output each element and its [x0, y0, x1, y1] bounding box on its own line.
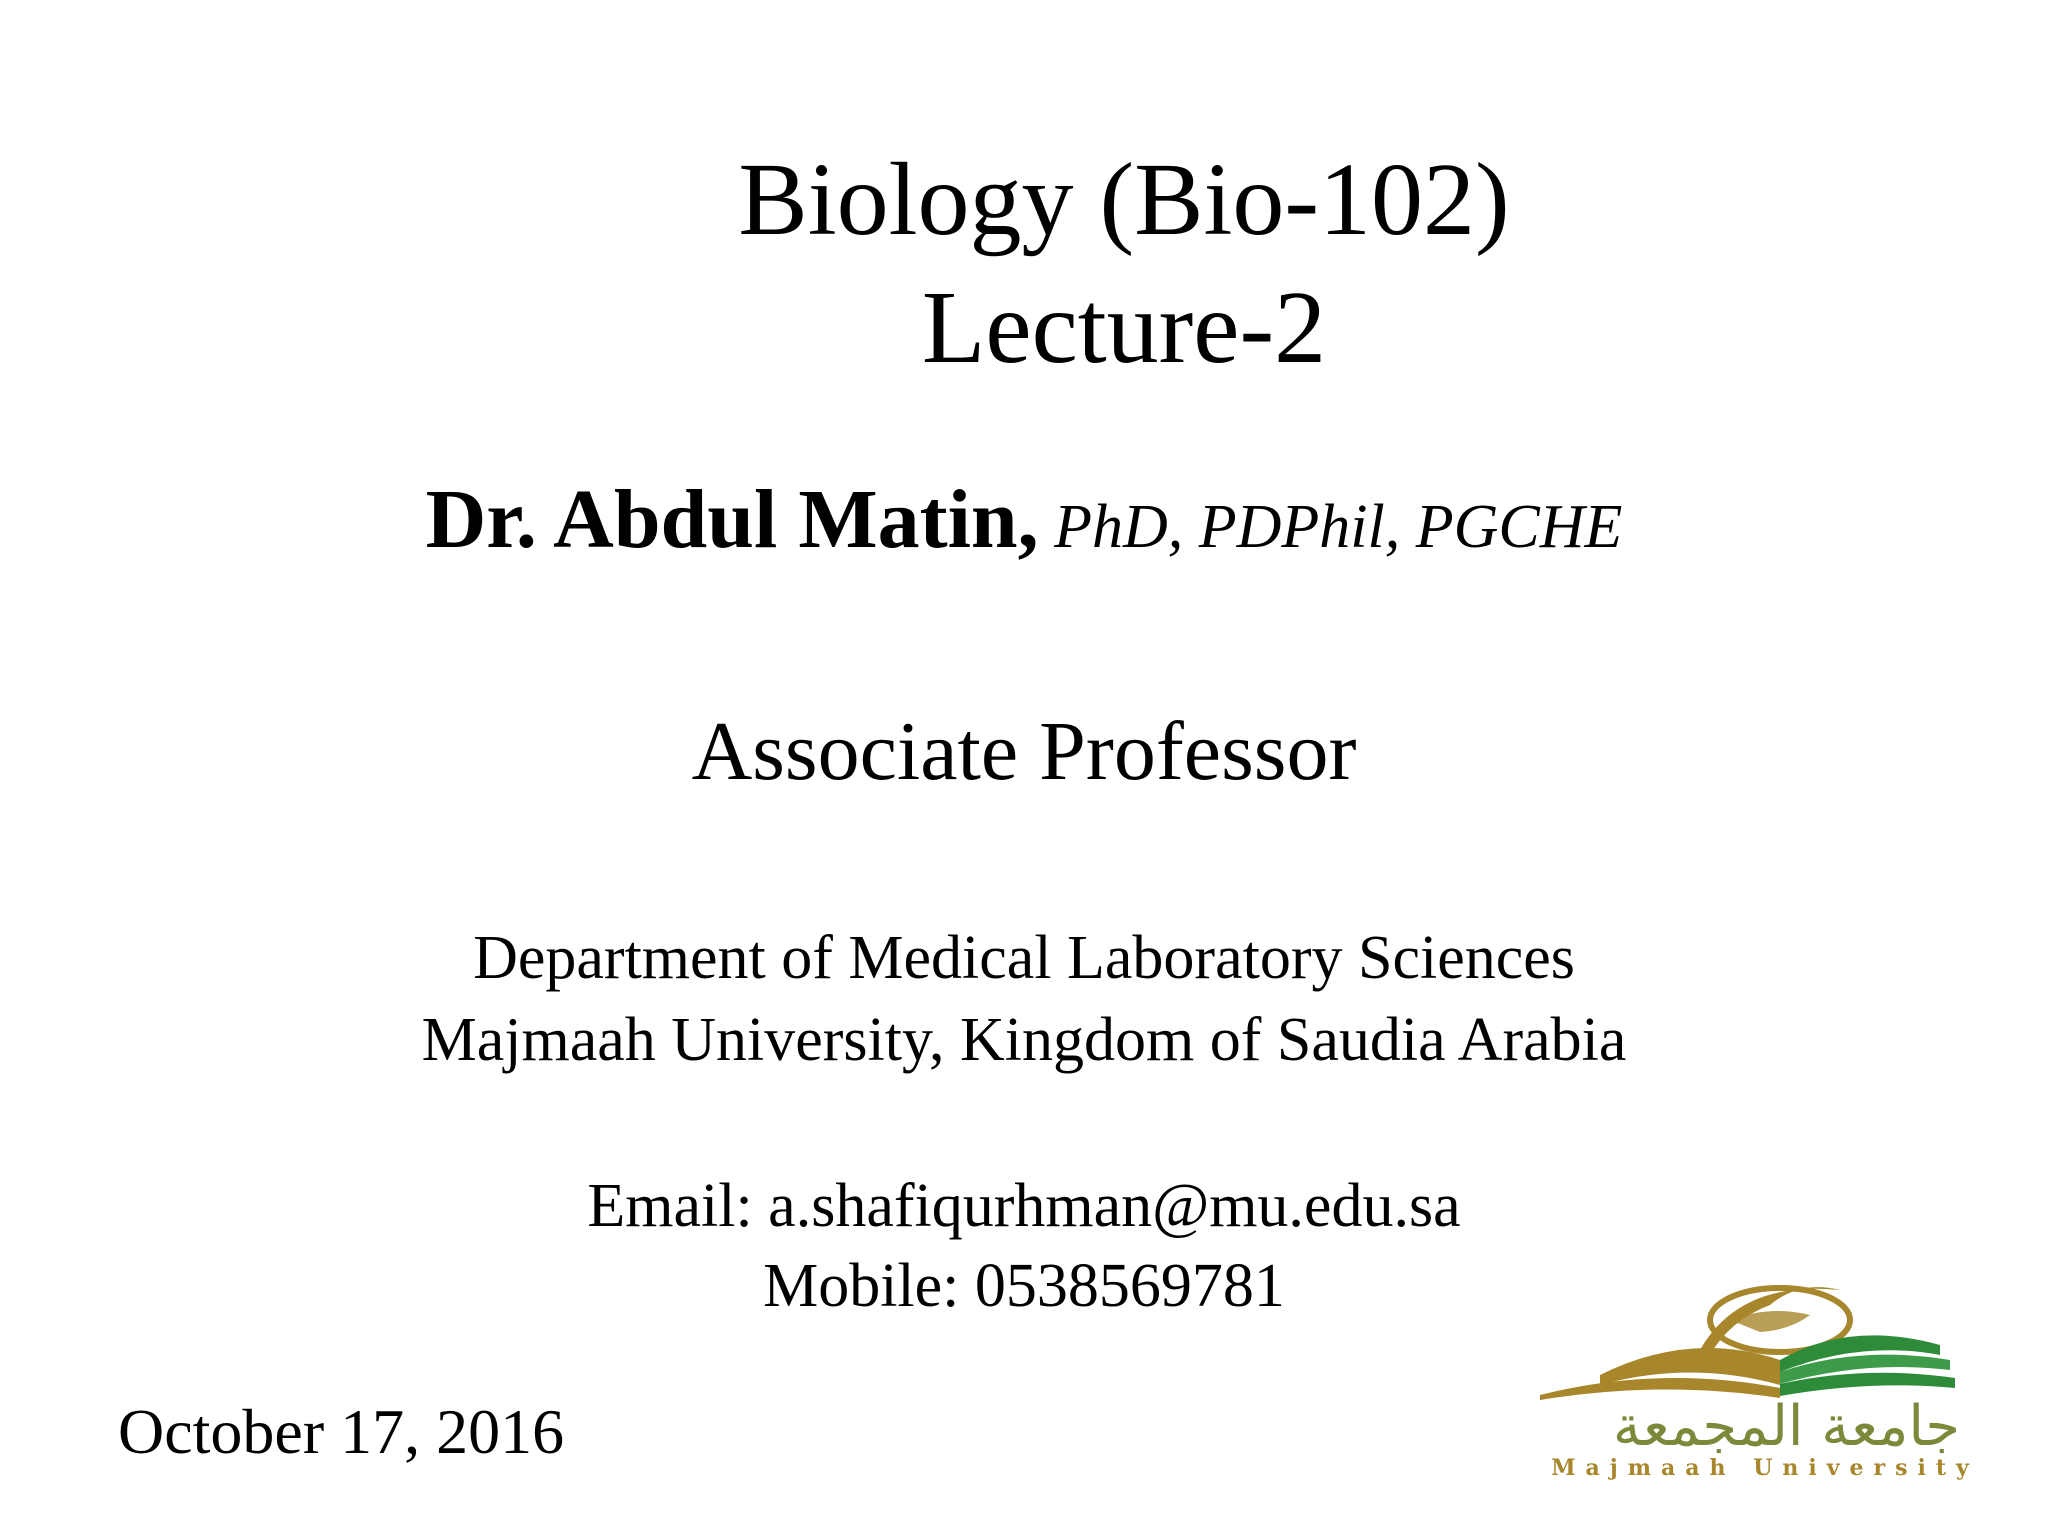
book-globe-icon — [1480, 1260, 2000, 1480]
presenter-position: Associate Professor — [691, 705, 1357, 798]
email-line: Email: a.shafiqurhman@mu.edu.sa — [587, 1172, 1461, 1240]
presenter-line — [0, 470, 2048, 577]
university-logo — [1480, 1260, 2000, 1480]
logo-arabic-name: جامعة المجمعة — [1612, 1394, 1960, 1459]
department: Department of Medical Laboratory Sciences — [473, 924, 1575, 992]
logo-english-name: Majmaah University — [1551, 1455, 1979, 1480]
presenter-credentials: PhD, PDPhil, PGCHE — [1038, 493, 1623, 561]
institution: Majmaah University, Kingdom of Saudia Arabia — [421, 1006, 1627, 1074]
mobile-line: Mobile: 0538569781 — [763, 1252, 1285, 1320]
course-title: Biology (Bio-102) — [738, 142, 1510, 257]
presenter-name: Dr. Abdul Matin, — [425, 473, 1039, 566]
presentation-date: October 17, 2016 — [118, 1396, 565, 1467]
lecture-number: Lecture-2 — [921, 270, 1327, 385]
